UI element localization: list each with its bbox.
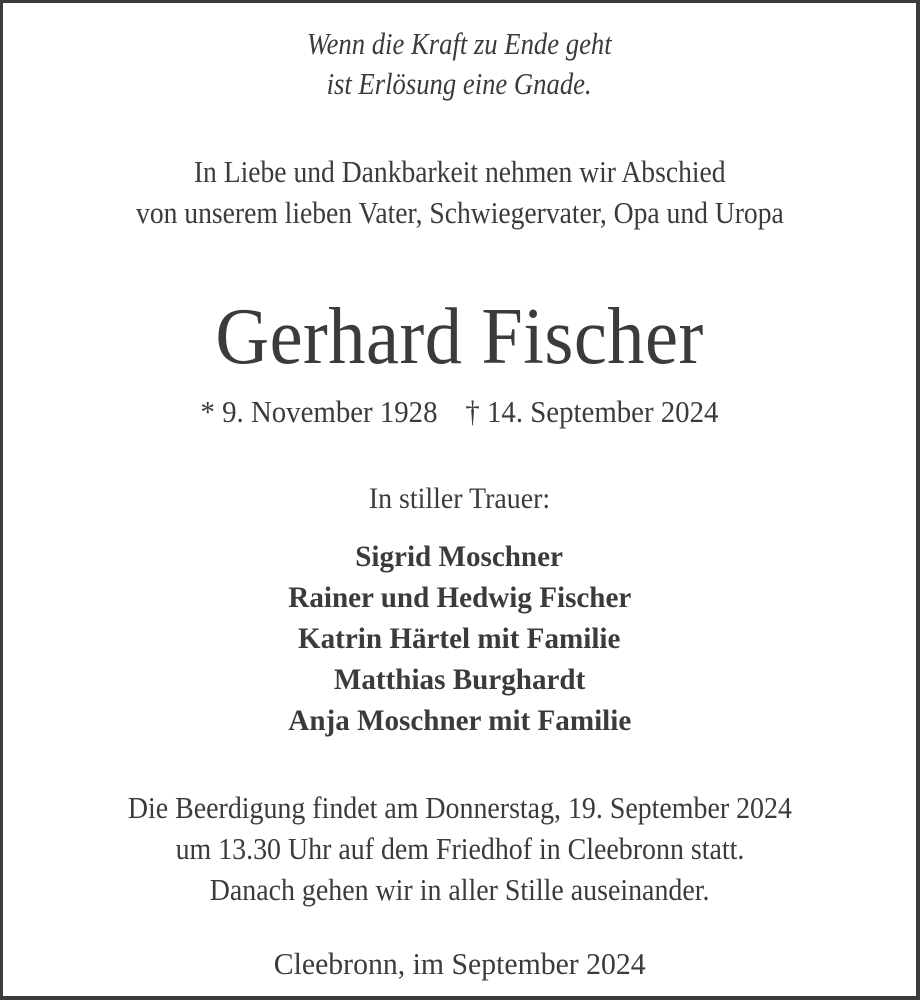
intro-text: In Liebe und Dankbarkeit nehmen wir Abschied — [193, 154, 726, 189]
motto-line-2 — [3, 68, 916, 99]
mourner-name: Rainer und Hedwig Fischer — [287, 581, 632, 614]
mourners-label — [3, 484, 916, 514]
mourner-item — [3, 706, 916, 736]
funeral-info-text: Danach gehen wir in aller Stille auseinander. — [209, 872, 710, 907]
mourner-name: Katrin Härtel mit Familie — [298, 622, 621, 655]
life-dates-text — [201, 396, 719, 427]
mourners-label-text: In stiller Trauer: — [368, 482, 551, 515]
mourner-item — [3, 665, 916, 695]
motto-text: Wenn die Kraft zu Ende geht — [307, 26, 612, 61]
motto-line-1 — [3, 28, 916, 59]
deceased-name-text: Gerhard Fischer — [215, 293, 704, 381]
life-dates — [3, 396, 916, 427]
death-date: 14. September 2024 — [487, 394, 719, 429]
mourner-item — [3, 542, 916, 572]
funeral-info-line-3 — [3, 874, 916, 905]
funeral-info-line-2 — [3, 833, 916, 864]
deceased-name — [3, 293, 916, 381]
mourner-name: Matthias Burghardt — [333, 663, 586, 696]
mourner-item — [3, 624, 916, 654]
death-cross-icon: † — [465, 394, 480, 429]
intro-text: von unserem lieben Vater, Schwiegervater, Opa und Uropa — [135, 195, 784, 230]
closing-place-date — [3, 948, 916, 979]
motto-text: ist Erlösung eine Gnade. — [326, 66, 593, 101]
funeral-info-text: Die Beerdigung findet am Donnerstag, 19. September 2024 — [127, 790, 792, 825]
birth-date: 9. November 1928 — [222, 394, 438, 429]
mourner-item — [3, 583, 916, 613]
birth-star-icon: * — [200, 394, 215, 429]
intro-line-2 — [3, 197, 916, 228]
funeral-info-text: um 13.30 Uhr auf dem Friedhof in Cleebronn statt. — [175, 831, 744, 866]
funeral-info-line-1 — [3, 792, 916, 823]
mourner-name: Sigrid Moschner — [355, 540, 564, 573]
mourner-name: Anja Moschner mit Familie — [288, 704, 631, 737]
closing-text: Cleebronn, im September 2024 — [273, 946, 646, 981]
intro-line-1 — [3, 156, 916, 187]
